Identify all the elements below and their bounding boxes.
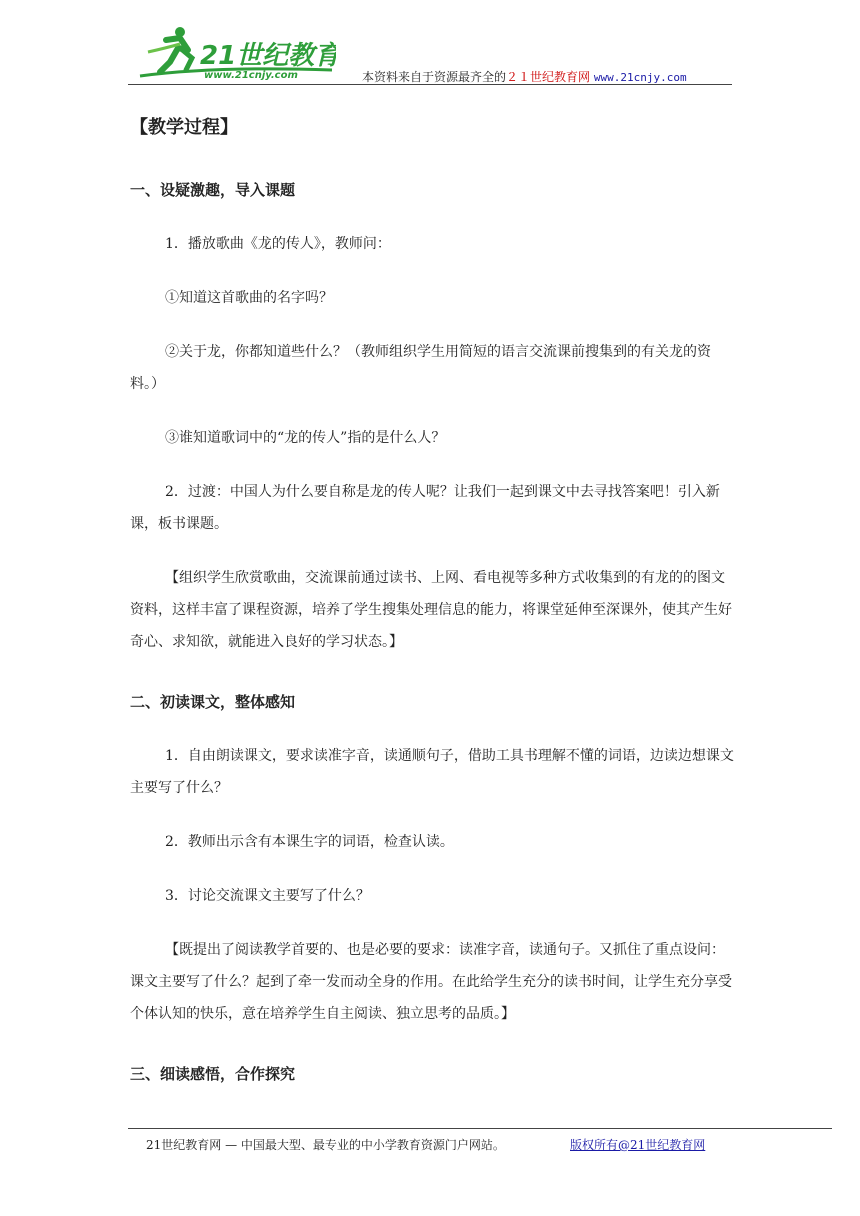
footer-tagline: 21世纪教育网 — 中国最大型、最专业的中小学教育资源门户网站。 [146,1138,505,1152]
section-heading-2: 二、初读课文，整体感知 [130,693,296,711]
site-logo[interactable] [136,22,336,82]
source-url-link[interactable]: www.21cnjy.com [593,71,687,84]
source-line [362,68,687,85]
paragraph: 2．过渡：中国人为什么要自称是龙的传人呢？让我们一起到课文中去寻找答案吧！引入新课，板书课题。 [130,484,720,532]
comment-paragraph: 【既提出了阅读教学首要的、也是必要的要求：读准字音，读通句子。又抓住了重点设问：课文主要写了什么？起到了牵一发而动全身的作用。在此给学生充分的读书时间，让学生充分享受个体认知的快乐，意在培养学生自主阅读、独立思考的品质。】 [130,942,732,1022]
paragraph: ②关于龙，你都知道些什么？（教师组织学生用简短的语言交流课前搜集到的有关龙的资料。） [130,344,711,392]
footer-copyright-link[interactable]: 版权所有@21世纪教育网 [570,1138,706,1152]
page-title: 【教学过程】 [130,117,238,138]
paragraph: ①知道这首歌曲的名字吗？ [165,290,333,306]
logo-url: www.21cnjy.com [204,70,298,81]
logo-text: 21世纪教育 [200,41,336,71]
section-heading-1: 一、设疑激趣，导入课题 [130,181,296,199]
paragraph: 2．教师出示含有本课生字的词语，检查认读。 [165,834,454,850]
paragraph: ③谁知道歌词中的“龙的传人”指的是什么人？ [165,430,446,446]
runner-logo-icon [136,22,336,82]
paragraph: 1．播放歌曲《龙的传人》，教师问： [165,236,391,252]
paragraph: 1．自由朗读课文，要求读准字音，读通顺句子，借助工具书理解不懂的词语，边读边想课文主要写了什么？ [130,748,734,796]
source-brand: ２１世纪教育网 [506,70,591,84]
footer-divider [128,1128,832,1129]
section-heading-3: 三、细读感悟，合作探究 [130,1065,296,1083]
page-header [130,22,732,84]
paragraph: 3．讨论交流课文主要写了什么？ [165,888,370,904]
header-divider [128,84,732,85]
source-prefix: 本资料来自于资源最齐全的 [362,70,507,84]
comment-paragraph: 【组织学生欣赏歌曲，交流课前通过读书、上网、看电视等多种方式收集到的有龙的的图文资料，这样丰富了课程资源，培养了学生搜集处理信息的能力，将课堂延伸至深课外，使其产生好奇心、求知欲，就能进入良好的学习状态。】 [130,570,732,650]
